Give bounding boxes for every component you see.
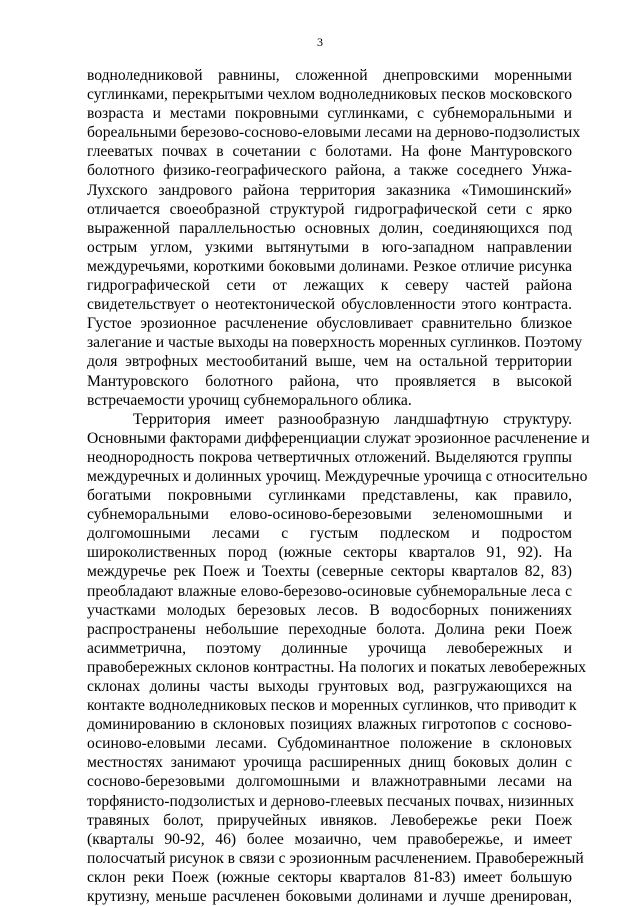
text-line: преобладают влажные елово-березово-осиновые субнеморальные леса с xyxy=(87,582,572,600)
text-line: асимметрична, поэтому долинные урочища левобережных и xyxy=(87,639,572,657)
text-line: междуречных и долинных урочищ. Междуречные урочища с относительно xyxy=(87,467,588,485)
text-line: травяных болот, приручейных ивняков. Левобережье реки Поеж xyxy=(87,811,572,829)
text-line: местностях занимают урочища расширенных днищ боковых долин с xyxy=(87,754,572,772)
body-text xyxy=(87,66,590,906)
text-line: острым углом, узкими вытянутыми в юго-западном направлении xyxy=(87,238,572,256)
text-line: участками молодых березовых лесов. В водосборных понижениях xyxy=(87,601,572,619)
text-line: неоднородность покрова четвертичных отложений. Выделяются группы xyxy=(87,448,572,466)
text-line: Густое эрозионное расчленение обусловливает сравнительно близкое xyxy=(87,315,572,333)
text-line: встречаемости урочищ субнеморального облика. xyxy=(87,391,412,409)
text-line: гидрографической сети от лежащих к северу частей района xyxy=(87,277,572,295)
text-line: полосчатый рисунок в связи с эрозионным расчленением. Правобережный xyxy=(87,849,584,867)
page-number: 3 xyxy=(317,35,323,49)
text-line: склонах долины часты выходы грунтовых вод, разгружающихся на xyxy=(87,678,572,695)
text-line: свидетельствует о неотектонической обусловленности этого контраста. xyxy=(87,296,572,314)
text-line: Мантуровского болотного района, что проявляется в высокой xyxy=(87,372,572,390)
text-line: широколиственных пород (южные секторы кварталов 91, 92). На xyxy=(87,544,572,562)
text-line: болотного физико-географического района, а также соседнего Унжа- xyxy=(87,162,572,180)
text-line: склон реки Поеж (южные секторы кварталов 81-83) имеет большую xyxy=(87,868,572,886)
text-line: правобережных склонов контрастны. На пологих и покатых левобережных xyxy=(87,658,587,676)
text-line: (кварталы 90-92, 46) более мозаично, чем правобережье, и имеет xyxy=(87,830,572,848)
text-line: отличается своеобразной структурой гидрографической сети с ярко xyxy=(87,200,572,218)
text-line: возраста и местами покровными суглинками, с субнеморальными и xyxy=(87,105,572,123)
text-line: междуречьями, короткими боковыми долинами. Резкое отличие рисунка xyxy=(87,257,572,275)
text-line: междуречье рек Поеж и Тоехты (северные секторы кварталов 82, 83) xyxy=(87,563,572,581)
text-line: доминированию в склоновых позициях влажных гигротопов с сосново- xyxy=(87,716,572,734)
text-line: сосново-березовыми долгомошными и влажнотравными лесами на xyxy=(87,773,572,791)
text-line: богатыми покровными суглинками представлены, как правило, xyxy=(87,487,572,505)
text-line: глееватых почвах в сочетании с болотами. На фоне Мантуровского xyxy=(87,143,572,161)
text-line: суглинками, перекрытыми чехлом водноледниковых песков московского xyxy=(87,86,572,104)
text-line: выраженной параллельностью основных долин, соединяющихся под xyxy=(87,219,572,237)
text-line: Лухского зандрового района территория заказника «Тимошинский» xyxy=(87,181,572,199)
text-line: распространены небольшие переходные болота. Долина реки Поеж xyxy=(87,620,572,638)
text-line: торфянисто-подзолистых и дерново-глеевых песчаных почвах, низинных xyxy=(87,792,574,810)
text-line: долгомошными лесами с густым подлеском и подростом xyxy=(87,525,572,543)
text-line: контакте водноледниковых песков и моренных суглинков, что приводит к xyxy=(87,697,577,715)
text-line: водноледниковой равнины, сложенной днепровскими моренными xyxy=(87,67,572,84)
text-line: крутизну, меньше расчленен боковыми долинами и лучше дренирован, xyxy=(87,888,572,906)
text-line: бореальными березово-сосново-еловыми лесами на дерново-подзолистых xyxy=(87,124,581,142)
text-line: Основными факторами дифференциации служат эрозионное расчленение и xyxy=(87,429,590,447)
text-line: субнеморальными елово-осиново-березовыми зеленомошными и xyxy=(87,506,572,524)
text-line: залегание и частые выходы на поверхность моренных суглинков. Поэтому xyxy=(87,334,583,352)
text-line: доля эвтрофных местообитаний выше, чем на остальной территории xyxy=(87,353,572,371)
text-line: осиново-еловыми лесами. Субдоминантное положение в склоновых xyxy=(87,735,572,753)
paragraph-first-line: Территория имеет разнообразную ландшафтную структуру. xyxy=(133,410,572,428)
